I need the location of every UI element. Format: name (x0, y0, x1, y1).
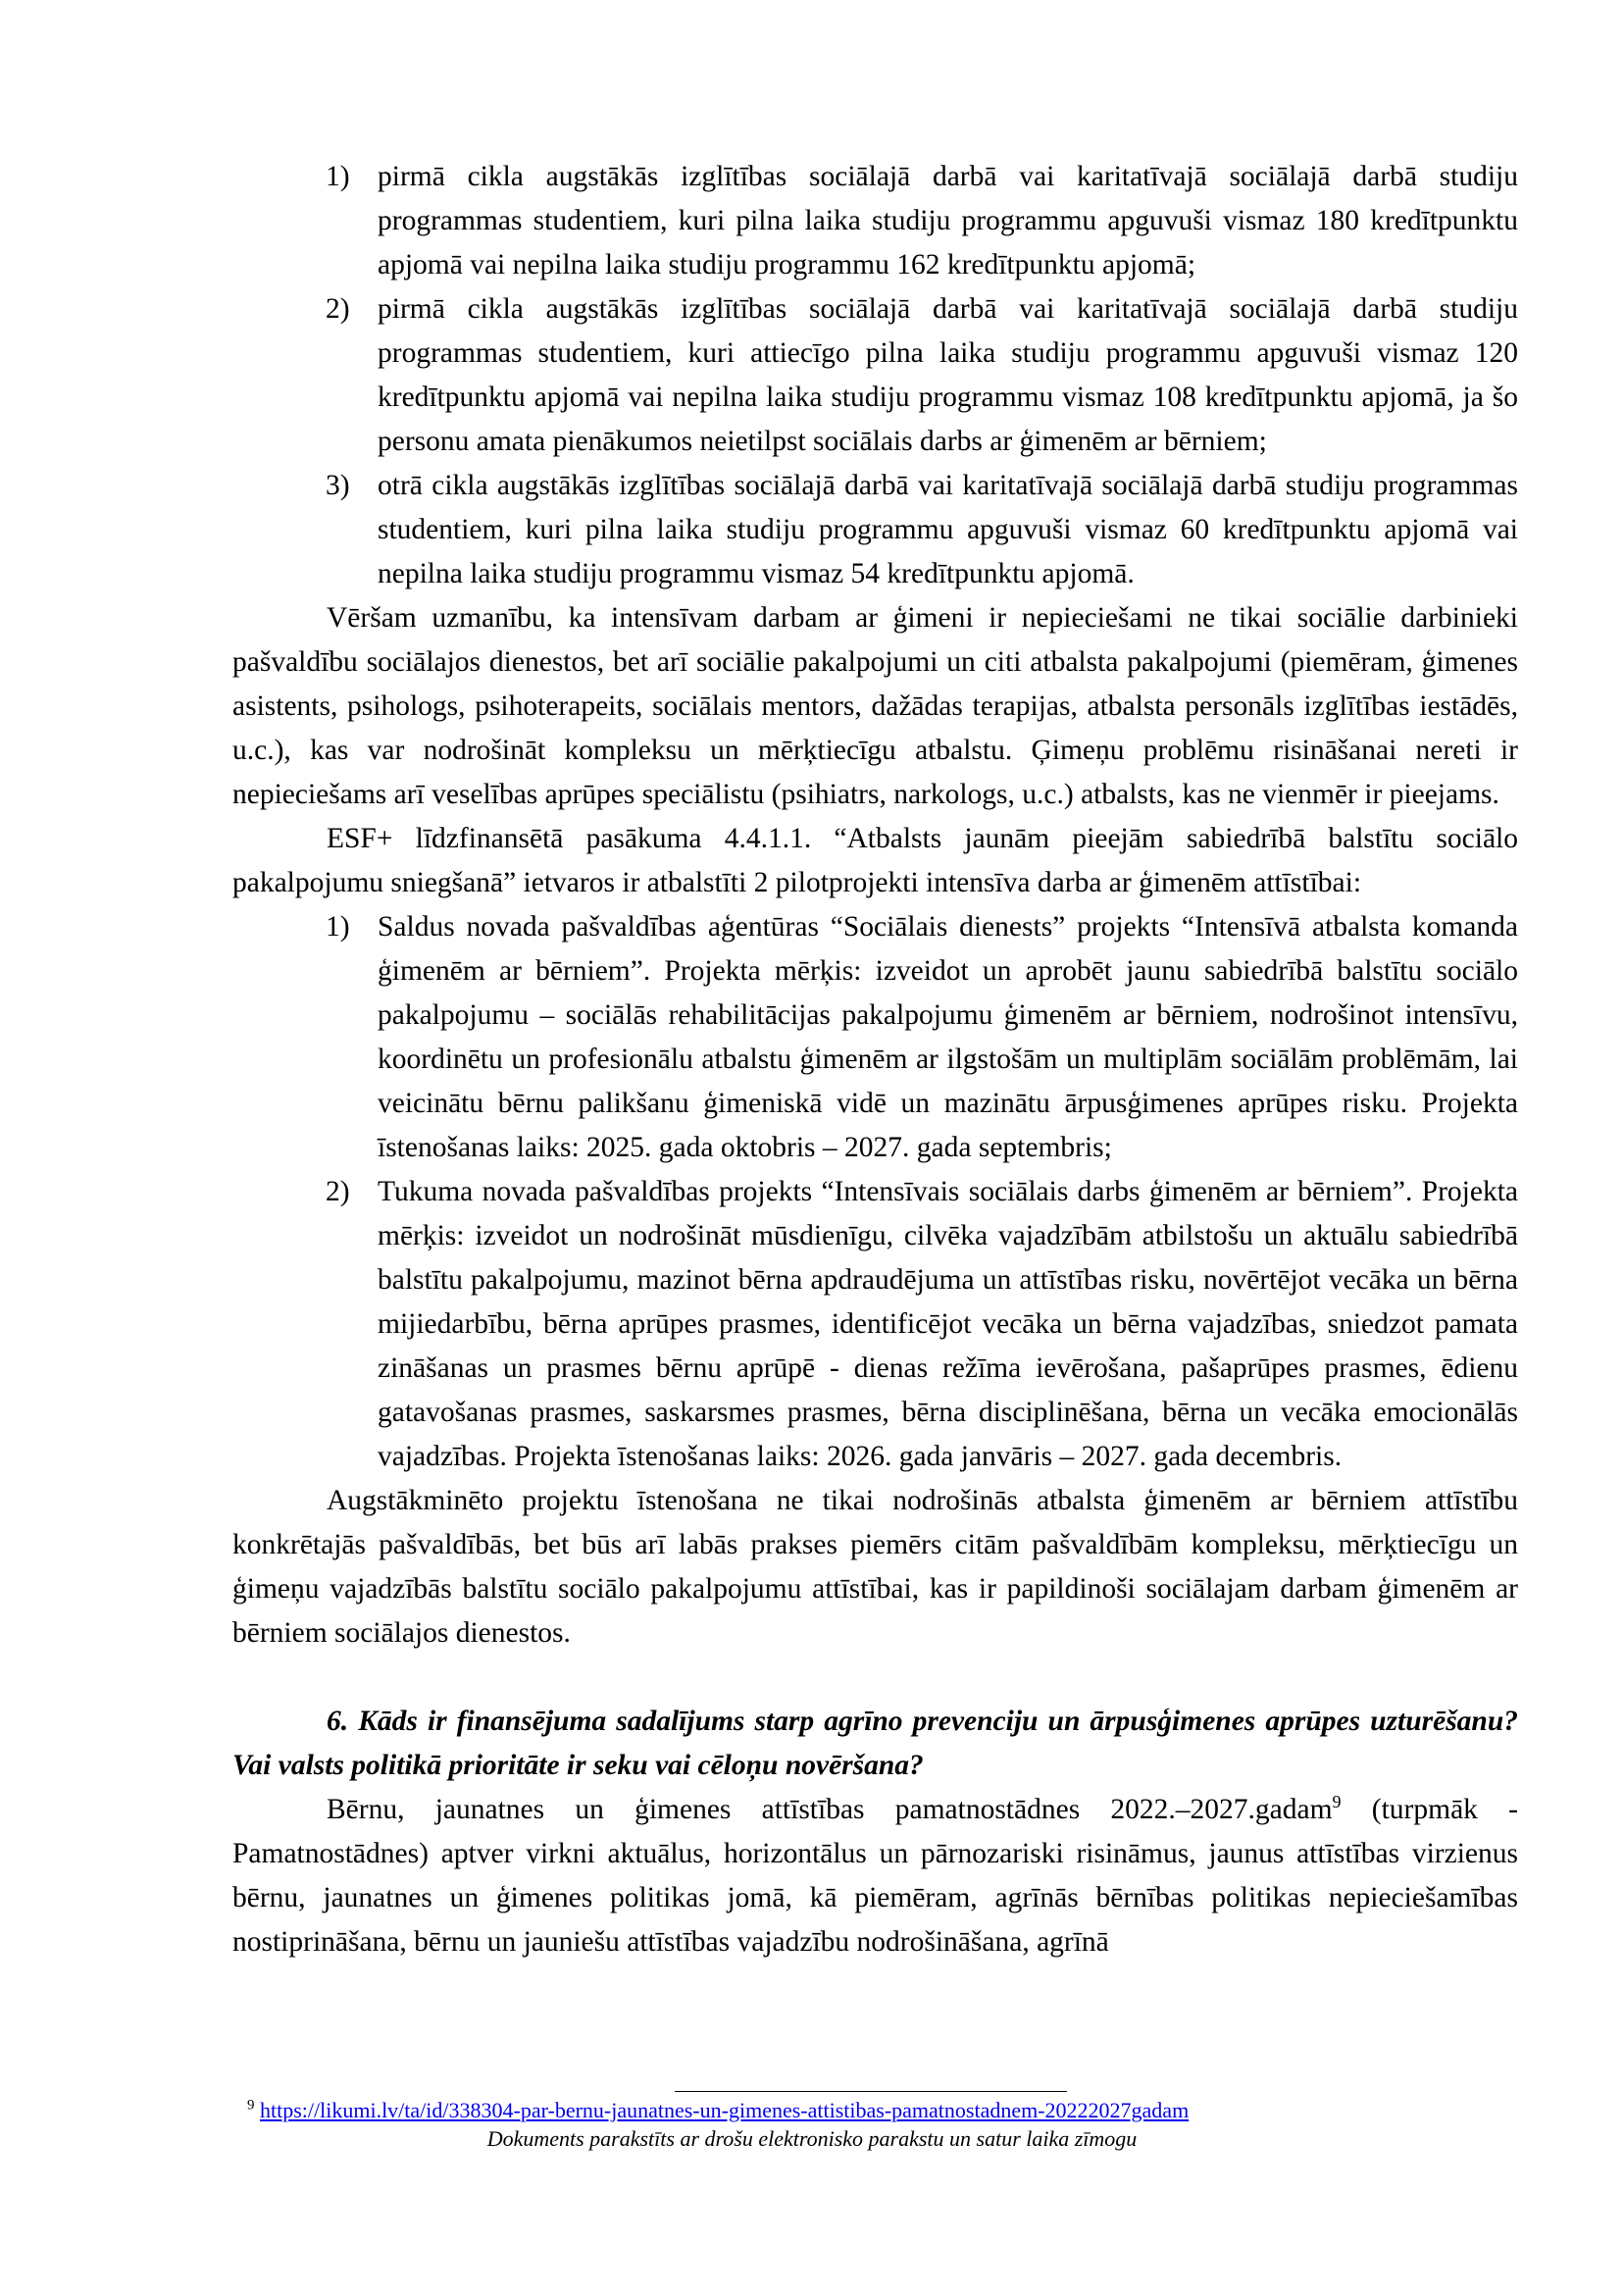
list-item (232, 1170, 1518, 1479)
document-body (232, 155, 1518, 1964)
paragraph-esf: ESF+ līdzfinansētā pasākuma 4.4.1.1. “Atbalsts jaunām pieejām sabiedrībā balstītu sociālo pakalpojumu sniegšanā” ietvaros ir atbalstīti 2 pilotprojekti intensīva darba ar ģimenēm attīstībai: (232, 823, 1518, 898)
pilot-project-list (232, 905, 1518, 1479)
signature-note: Dokuments parakstīts ar drošu elektronisko parakstu un satur laika zīmogu (486, 2126, 1138, 2151)
footnote-number: 9 (247, 2097, 255, 2114)
footnote (247, 2097, 1189, 2124)
list-number: 2) (326, 293, 350, 325)
guidelines-text-start: Bērnu, jaunatnes un ģimenes attīstības pamatnostādnes 2022.–2027.gadam (327, 1794, 1333, 1825)
question-heading: 6. Kāds ir finansējuma sadalījums starp agrīno prevenciju un ārpusģimenes aprūpes uzturēšanu? Vai valsts politikā prioritāte ir seku vai cēloņu novēršana? (232, 1706, 1518, 1781)
guidelines-text-end: (turpmāk - Pamatnostādnes) aptver virkni aktuālus, horizontālus un pārnozariski risināmus, jaunus attīstības virzienus bērnu, jaunatnes un ģimenes politikas jomā, kā piemēram, agrīnās bērnības politikas nepieciešamības nostiprināšana, bērnu un jauniešu attīstības vajadzību nodrošināšana, agrīnā (232, 1794, 1518, 1958)
footnote-separator (675, 2091, 1067, 2092)
footnote-reference[interactable]: 9 (1332, 1792, 1342, 1812)
list-item-text: otrā cikla augstākās izglītības sociālajā darbā vai karitatīvajā sociālajā darbā studiju programmas studentiem, kuri pilna laika studiju programmu apguvuši vismaz 60 kredītpunktu apjomā vai nepilna laika studiju programmu vismaz 54 kredītpunktu apjomā. (378, 470, 1518, 589)
paragraph-attention: Vēršam uzmanību, ka intensīvam darbam ar ģimeni ir nepieciešami ne tikai sociālie darbinieki pašvaldību sociālajos dienestos, bet arī sociālie pakalpojumi un citi atbalsta pakalpojumi (piemēram, ģimenes asistents, psihologs, psihoterapeits, sociālais mentors, dažādas terapijas, atbalsta personāls izglītības iestādēs, u.c.), kas var nodrošināt kompleksu un mērķtiecīgu atbalstu. Ģimeņu problēmu risināšanai nereti ir nepieciešams arī veselības aprūpes speciālistu (psihiatrs, narkologs, u.c.) atbalsts, kas ne vienmēr ir pieejams. (232, 602, 1518, 810)
list-number: 1) (326, 161, 350, 192)
footnote-link[interactable]: https://likumi.lv/ta/id/338304-par-bernu-jaunatnes-un-gimenes-attistibas-pamatnostadnem-20222027gadam (260, 2098, 1190, 2122)
list-number: 1) (326, 911, 350, 943)
list-item-text: pirmā cikla augstākās izglītības sociālajā darbā vai karitatīvajā sociālajā darbā studiju programmas studentiem, kuri pilna laika studiju programmu apguvuši vismaz 180 kredītpunktu apjomā vai nepilna laika studiju programmu 162 kredītpunktu apjomā; (378, 161, 1518, 280)
list-item (232, 287, 1518, 464)
list-item-text: Saldus novada pašvaldības aģentūras “Sociālais dienests” projekts “Intensīvā atbalsta komanda ģimenēm ar bērniem”. Projekta mērķis: izveidot un aprobēt jaunu sabiedrībā balstītu sociālo pakalpojumu – sociālās rehabilitācijas pakalpojumu ģimenēm ar bērniem, nodrošinot intensīvu, koordinētu un profesionālu atbalstu ģimenēm ar ilgstošām un multiplām sociālām problēmām, lai veicinātu bērnu palikšanu ģimeniskā vidē un mazinātu ārpusģimenes aprūpes risku. Projekta īstenošanas laiks: 2025. gada oktobris – 2027. gada septembris; (378, 911, 1518, 1163)
list-item-text: Tukuma novada pašvaldības projekts “Intensīvais sociālais darbs ģimenēm ar bērniem”. Projekta mērķis: izveidot un nodrošināt mūsdienīgu, cilvēka vajadzībām atbilstošu un aktuālu sabiedrībā balstītu pakalpojumu, mazinot bērna apdraudējuma un attīstības risku, novērtējot vecāka un bērna mijiedarbību, bērna aprūpes prasmes, identificējot vecāka un bērna vajadzības, sniedzot pamata zināšanas un prasmes bērnu aprūpē - dienas režīma ievērošana, pašaprūpes prasmes, ēdienu gatavošanas prasmes, saskarsmes prasmes, bērna disciplinēšana, bērna un vecāka emocionālās vajadzības. Projekta īstenošanas laiks: 2026. gada janvāris – 2027. gada decembris. (378, 1176, 1518, 1472)
list-item (232, 155, 1518, 287)
paragraph-guidelines (232, 1788, 1518, 1964)
paragraph-projects-summary: Augstākminēto projektu īstenošana ne tikai nodrošinās atbalsta ģimenēm ar bērniem attīstību konkrētajās pašvaldībās, bet būs arī labās prakses piemērs citām pašvaldībām kompleksu, mērķtiecīgu un ģimeņu vajadzībās balstītu sociālo pakalpojumu attīstībai, kas ir papildinoši sociālajam darbam ģimenēm ar bērniem sociālajos dienestos. (232, 1485, 1518, 1649)
list-item-text: pirmā cikla augstākās izglītības sociālajā darbā vai karitatīvajā sociālajā darbā studiju programmas studentiem, kuri attiecīgo pilna laika studiju programmu apguvuši vismaz 120 kredītpunktu apjomā vai nepilna laika studiju programmu vismaz 108 kredītpunktu apjomā, ja šo personu amata pienākumos neietilpst sociālais darbs ar ģimenēm ar bērniem; (378, 293, 1518, 457)
list-item (232, 464, 1518, 596)
list-number: 3) (326, 470, 350, 501)
list-item (232, 905, 1518, 1170)
list-number: 2) (326, 1176, 350, 1207)
student-list (232, 155, 1518, 596)
